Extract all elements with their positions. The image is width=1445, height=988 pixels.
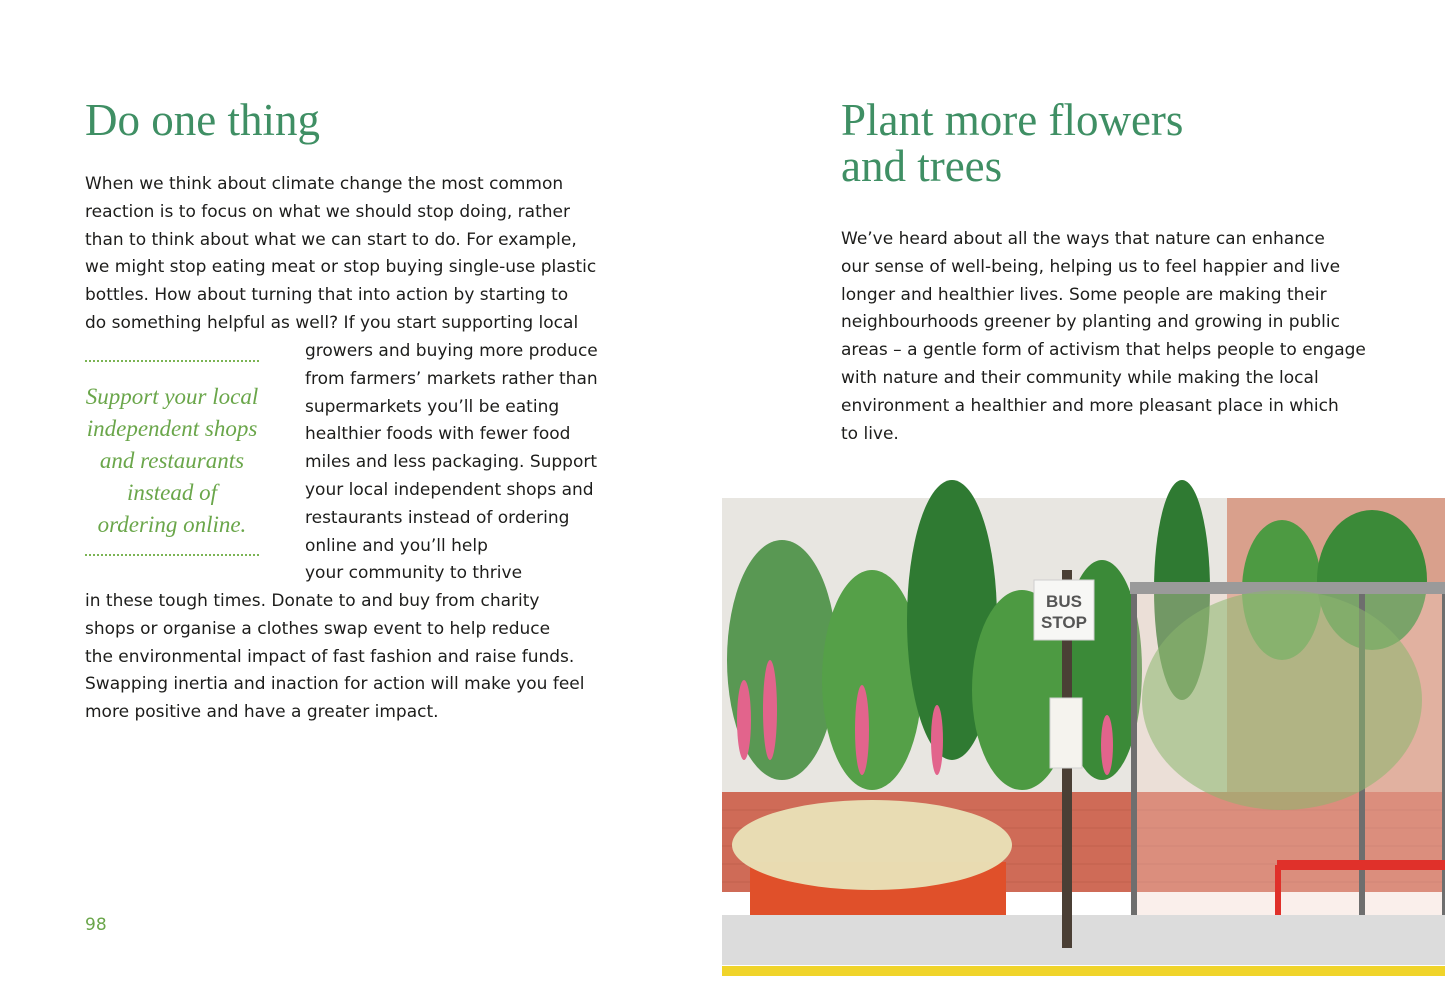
timetable-panel: [1050, 698, 1082, 768]
bus-stop-sign-line1: BUS: [1046, 592, 1082, 611]
bus-stop-illustration: [722, 470, 1445, 988]
bus-stop-sign-line2: STOP: [1041, 613, 1087, 632]
left-body-bottom: in these tough times. Donate to and buy from charity shops or organise a clothes swap event to help reduce the environmental impact of fast fashion and raise funds. Swapping inertia and inaction for action will make you feel more positive and have a greater impact.: [85, 591, 585, 723]
page-number: 98: [85, 915, 107, 935]
shelter-bench: [1277, 860, 1445, 870]
pullquote-text: Support your local independent shops and restaurants instead of ordering online.: [85, 384, 259, 537]
right-page-title: [841, 97, 1361, 189]
planter-flowers: [732, 800, 1012, 890]
pavement: [722, 915, 1445, 965]
pullquote: [85, 360, 259, 556]
right-body: We’ve heard about all the ways that nature can enhance our sense of well-being, helping us to feel happier and live longer and healthier lives. Some people are making their neighbourhoods greener by planting and growing in public areas – a gentle form of activism that helps people to engage with nature and their community while making the local environment a healthier and more pleasant place in which to live.: [841, 229, 1366, 444]
shelter-bench-leg: [1275, 865, 1281, 915]
right-page-title-text: Plant more flowers and trees: [841, 95, 1184, 191]
left-page-title: Do one thing: [85, 95, 320, 145]
left-body-top: When we think about climate change the most common reaction is to focus on what we should stop doing, rather than to think about what we can start to do. For example, we might stop eating meat or stop buying single-use plastic bottles. How about turning that into action by starting to do something helpful as well? If you start supporting local: [85, 174, 597, 333]
shelter-foliage: [1142, 590, 1422, 810]
pullquote-bottom-rule: [85, 554, 259, 556]
left-body-middle: growers and buying more produce from farmers’ markets rather than supermarkets you’ll be eating healthier foods with fewer food miles and less packaging. Support your local independent shops and restaurants instead of ordering online and you’ll help your community to thrive: [305, 341, 598, 584]
yellow-line: [722, 966, 1445, 976]
